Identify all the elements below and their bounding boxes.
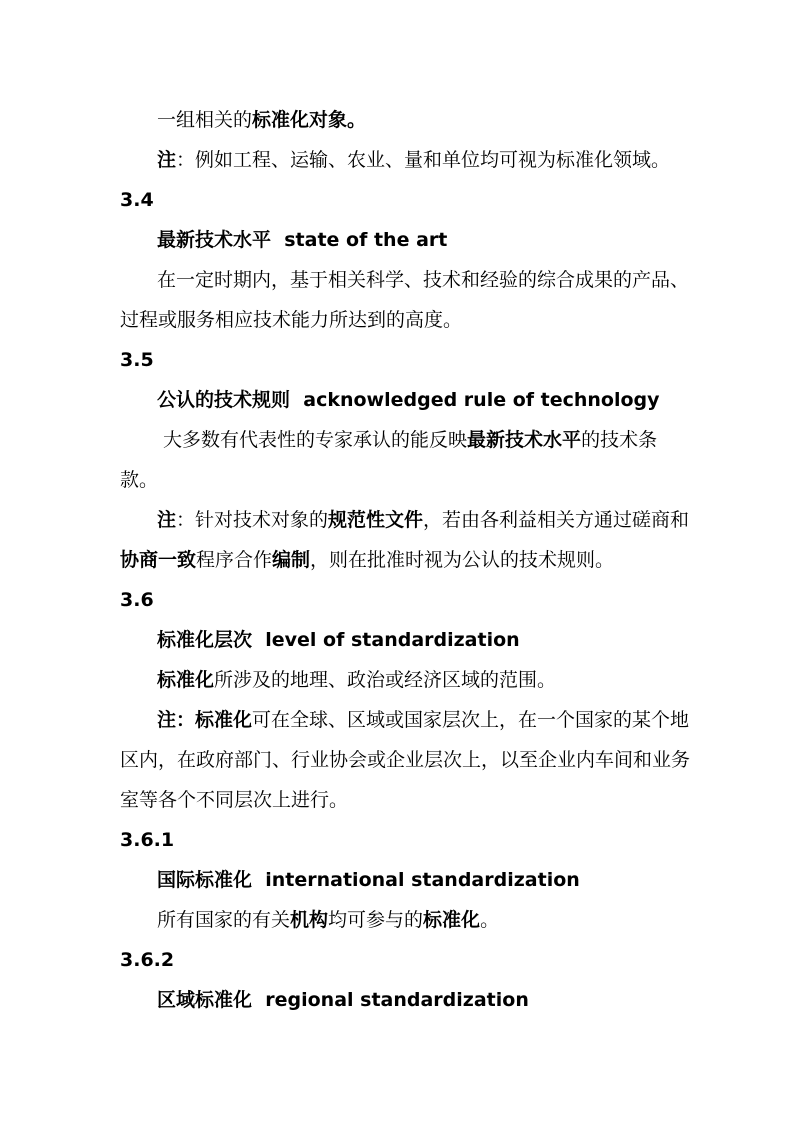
term-bold: 标准化 [423,909,481,931]
term-en: international standardization [252,869,580,891]
note-text: 可在全球、区域或国家层次上，在一个国家的某个地 [252,709,690,731]
text: 的技术条 [581,429,658,451]
note-text: ：例如工程、运输、农业、量和单位均可视为标准化领域。 [176,149,671,171]
term-zh: 区域标准化 [157,989,253,1011]
section-number: 3.6 [120,589,154,611]
definition-line: 款。 [120,469,159,491]
note-text: ，则在批准时视为公认的技术规则。 [310,549,615,571]
text: 所有国家的有关 [157,909,291,931]
text: 所涉及的地理、政治或经济区域的范围。 [214,669,557,691]
section-number: 3.6.1 [120,829,175,851]
text: 均可参与的 [328,909,424,931]
note-line [0,540,793,580]
definition-line [0,420,793,460]
term-bold: 标准化对象 [252,109,348,131]
term-bold: 协商一致 [120,549,197,571]
note-text: 程序合作 [196,549,273,571]
term-heading [0,980,793,1020]
document-page [0,100,793,1020]
text: 。 [347,109,367,131]
note-line [0,700,793,740]
term-heading [0,220,793,260]
note-line [0,500,793,540]
term-zh: 标准化层次 [157,629,253,651]
term-en: level of standardization [252,629,520,651]
term-zh: 公认的技术规则 [157,389,291,411]
section-number: 3.6.2 [120,949,175,971]
note-text: ，若由各利益相关方通过磋商和 [423,509,690,531]
note-line [0,140,793,180]
term-bold: 机构 [290,909,329,931]
term-bold: 最新技术水平 [467,429,582,451]
text: 。 [480,909,500,931]
term-zh: 最新技术水平 [157,229,272,251]
term-en: state of the art [271,229,448,251]
definition-line [0,660,793,700]
term-heading [0,620,793,660]
section-number: 3.5 [120,349,154,371]
definition-line: 在一定时期内，基于相关科学、技术和经验的综合成果的产品、 [157,269,690,291]
text: 大多数有代表性的专家承认的能反映 [157,429,468,451]
section-number: 3.4 [120,189,154,211]
paragraph-line [0,100,793,140]
term-bold: 编制 [272,549,311,571]
note-label: 注 [157,509,177,531]
note-label: 注： [157,709,196,731]
term-heading [0,380,793,420]
note-line: 区内，在政府部门、行业协会或企业层次上，以至企业内车间和业务 [120,749,691,771]
definition-line: 过程或服务相应技术能力所达到的高度。 [120,309,463,331]
term-zh: 国际标准化 [157,869,253,891]
term-bold: 标准化 [195,709,253,731]
term-heading [0,860,793,900]
note-text: ：针对技术对象的 [176,509,329,531]
note-line: 室等各个不同层次上进行。 [120,789,349,811]
text: 一组相关的 [157,109,253,131]
term-en: regional standardization [252,989,529,1011]
note-label: 注 [157,149,177,171]
term-bold: 规范性文件 [328,509,424,531]
term-en: acknowledged rule of technology [290,389,660,411]
term-bold: 标准化 [157,669,215,691]
definition-line [0,900,793,940]
